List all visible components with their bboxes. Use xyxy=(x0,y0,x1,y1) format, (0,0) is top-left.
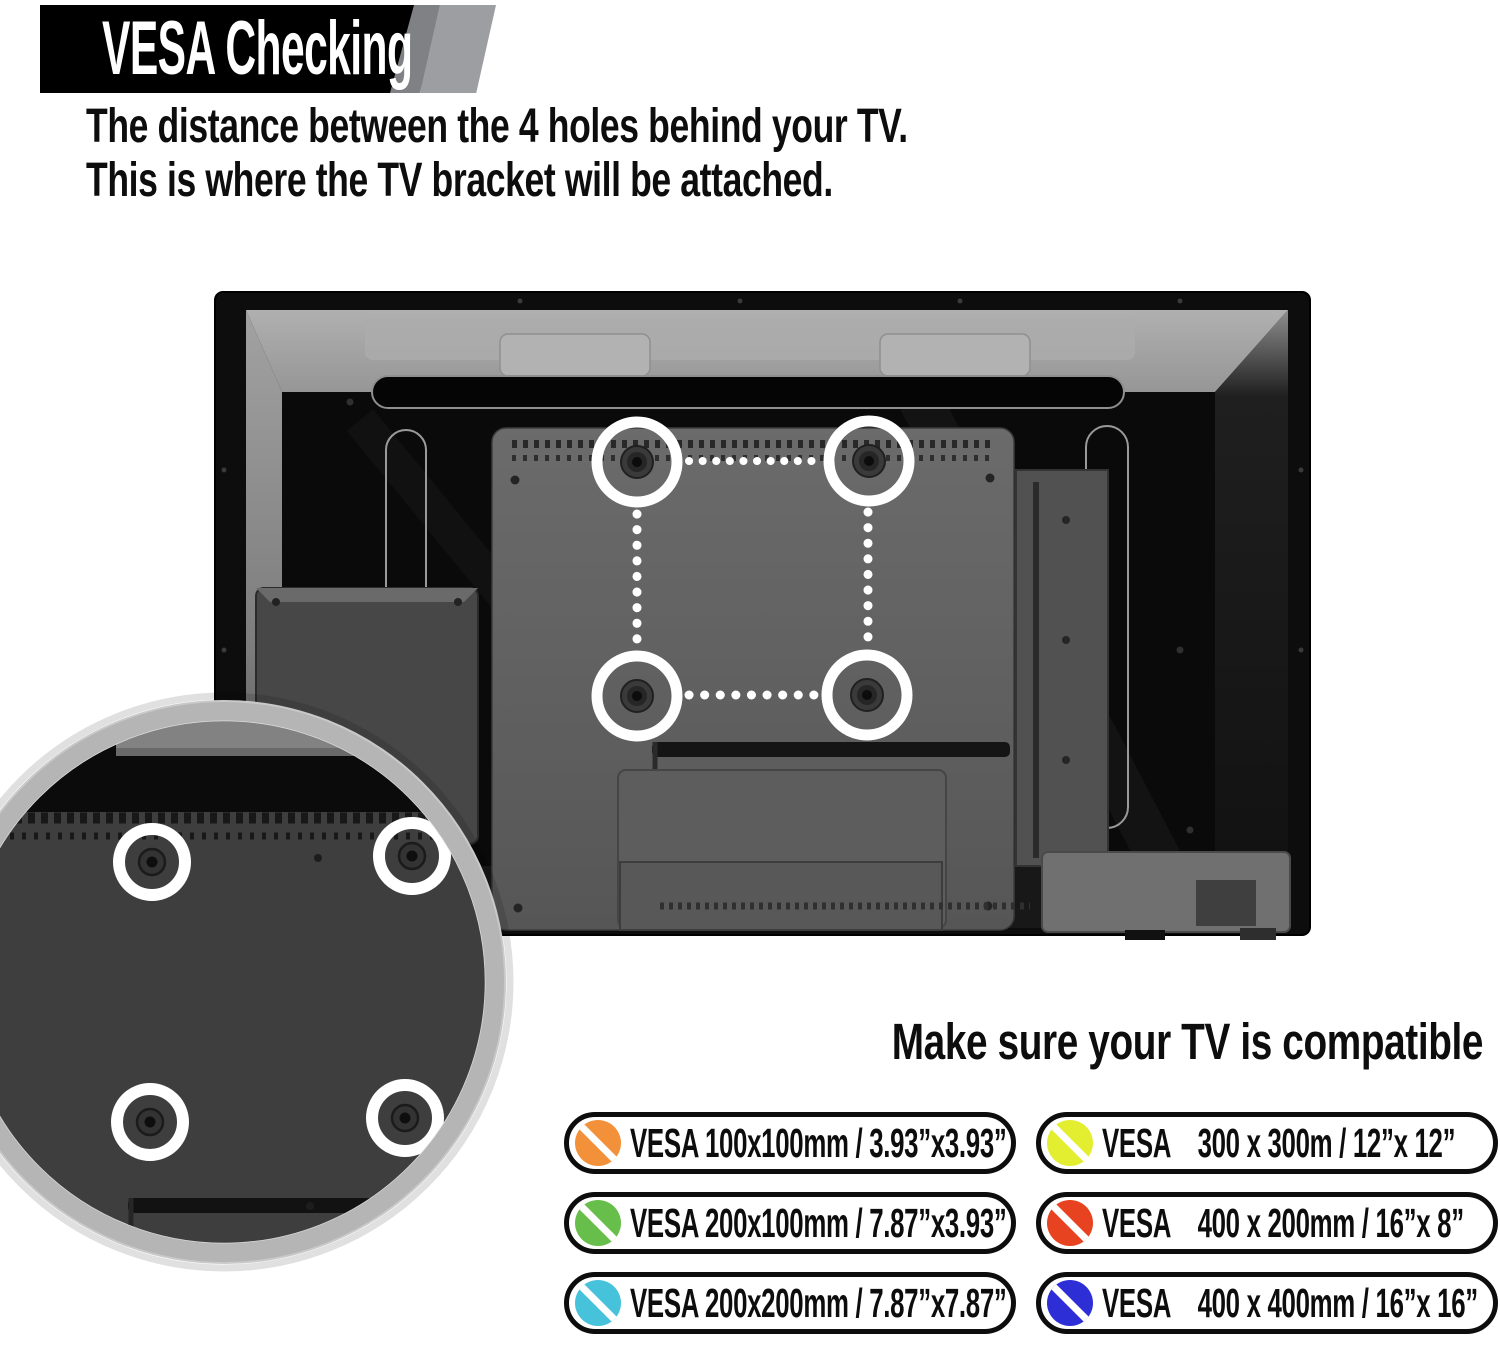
compatibility-heading: Make sure your TV is compatible xyxy=(891,1013,1483,1070)
badge-vesa-100x100 xyxy=(564,1112,1016,1174)
description-line-1: The distance between the 4 holes behind your TV. xyxy=(86,100,908,153)
description xyxy=(86,100,1196,208)
no-symbol-cyan-icon xyxy=(575,1280,621,1326)
badge-label: VESA 200x100mm / 7.87”x3.93” xyxy=(630,1199,1007,1246)
no-symbol-orange-icon xyxy=(575,1120,621,1166)
badge-vesa-200x200 xyxy=(564,1272,1016,1334)
badge-label: VESA 400 x 400mm / 16”x 16” xyxy=(1102,1279,1478,1326)
description-line-2: This is where the TV bracket will be attached. xyxy=(86,154,833,207)
bottom-speaker-bar xyxy=(1042,852,1290,940)
no-symbol-green-icon xyxy=(575,1200,621,1246)
badge-label: VESA 100x100mm / 3.93”x3.93” xyxy=(630,1119,1007,1166)
badge-vesa-200x100 xyxy=(564,1192,1016,1254)
badge-vesa-300x300 xyxy=(1036,1112,1498,1174)
top-handle-slot xyxy=(372,376,1124,408)
compatibility-heading-wrap xyxy=(0,1012,1483,1071)
badge-label: VESA 300 x 300m / 12”x 12” xyxy=(1102,1119,1456,1166)
badge-vesa-400x200 xyxy=(1036,1192,1498,1254)
no-symbol-yellow-icon xyxy=(1047,1120,1093,1166)
vesa-mount-plate xyxy=(492,428,1030,930)
no-symbol-blue-icon xyxy=(1047,1280,1093,1326)
badge-label: VESA 200x200mm / 7.87”x7.87” xyxy=(630,1279,1007,1326)
badge-label: VESA 400 x 200mm / 16”x 8” xyxy=(1102,1199,1464,1246)
page-title: VESA Checking xyxy=(102,6,413,91)
no-symbol-red-icon xyxy=(1047,1200,1093,1246)
badge-vesa-400x400 xyxy=(1036,1272,1498,1334)
vesa-size-badges xyxy=(564,1112,1498,1334)
right-bracket-panel xyxy=(1016,470,1108,866)
